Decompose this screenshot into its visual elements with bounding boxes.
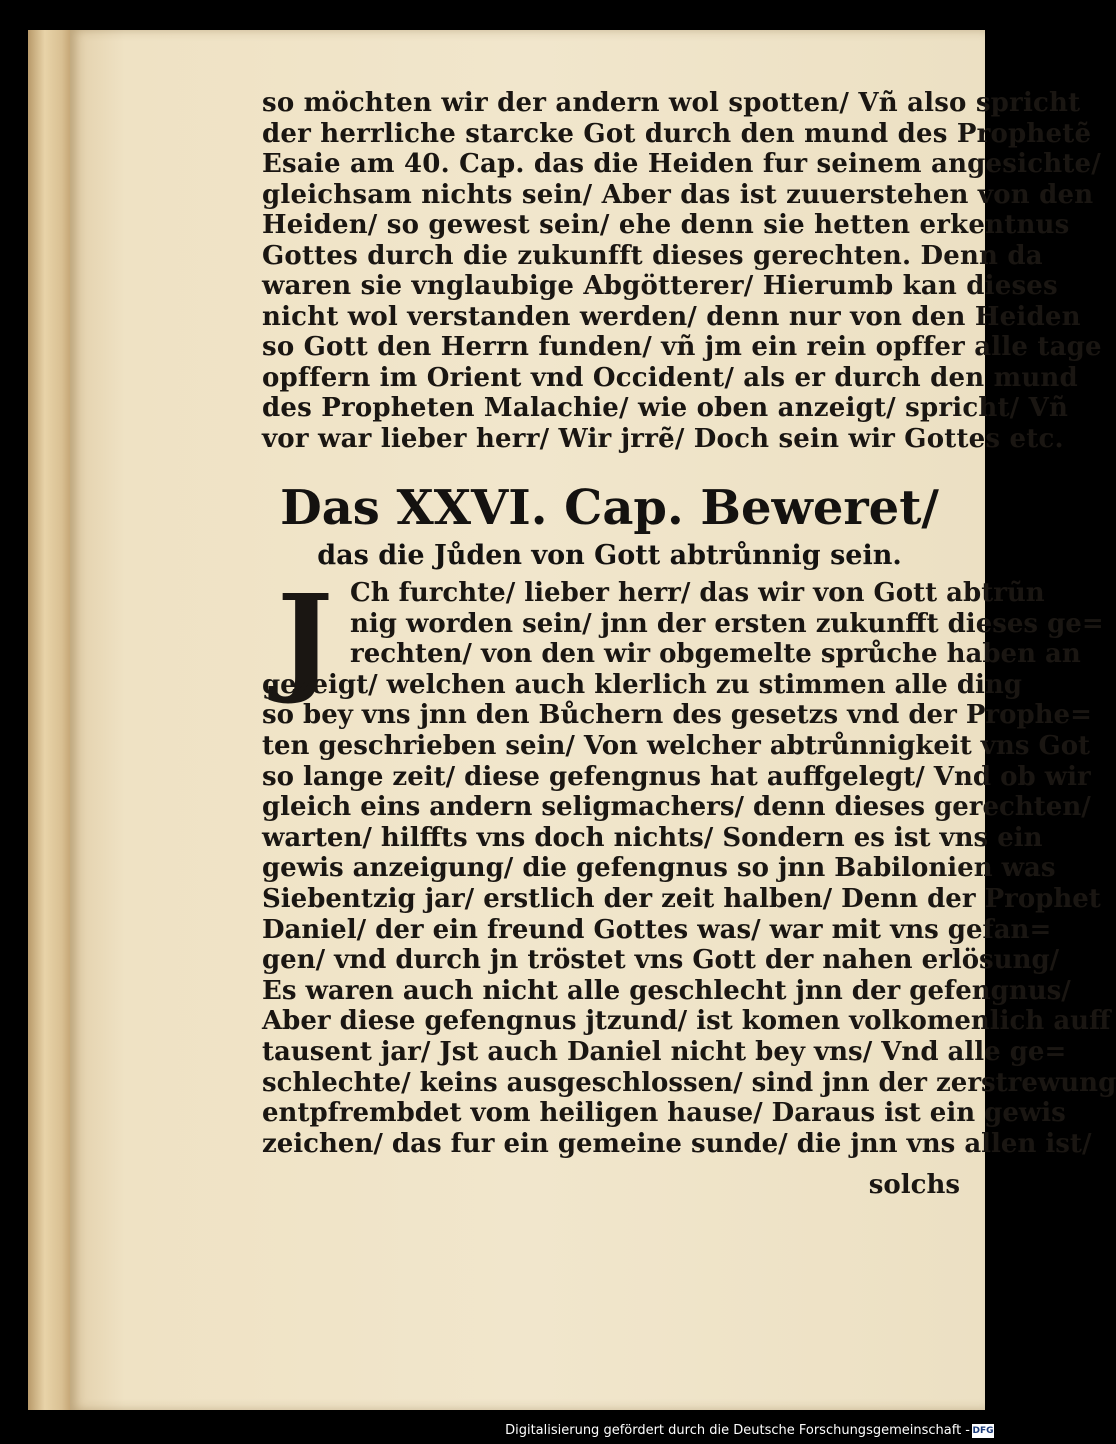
text-line: Daniel/ der ein freund Gottes was/ war mit vns gefan=	[262, 914, 1052, 945]
catchword: solchs	[868, 1170, 960, 1200]
text-line: Siebentzig jar/ erstlich der zeit halben/ Denn der Prophet	[262, 883, 1101, 914]
text-line: Esaie am 40. Cap. das die Heiden fur seinem angesichte/	[262, 149, 1101, 179]
text-line: nicht wol verstanden werden/ denn nur von den Heiden	[262, 301, 1081, 332]
text-line: waren sie vnglaubige Abgötterer/ Hierumb kan dieses	[262, 271, 1058, 301]
text-line: so Gott den Herrn funden/ vñ jm ein rein opffer alle tage	[262, 332, 1102, 362]
text-line: gen/ vnd durch jn tröstet vns Gott der nahen erlösung/	[262, 945, 1060, 976]
footer-credit: Digitalisierung gefördert durch die Deutsche Forschungsgemeinschaft -	[505, 1423, 970, 1438]
text-line: des Propheten Malachie/ wie oben anzeigt/ spricht/ Vñ	[262, 393, 1069, 423]
chapter-subtitle: das die Jůden von Gott abtrůnnig sein.	[317, 540, 902, 571]
text-line: schlechte/ keins ausgeschlossen/ sind jnn der zerstrewung	[262, 1067, 1116, 1098]
text-line: so bey vns jnn den Bůchern des gesetzs vnd der Prophe=	[262, 700, 1092, 731]
text-line: zeichen/ das fur ein gemeine sunde/ die jnn vns allen ist/	[262, 1128, 1092, 1159]
book-page-edges	[28, 30, 70, 1410]
text-line: gewis anzeigung/ die gefengnus so jnn Babilonien was	[262, 853, 1056, 884]
text-line: Gottes durch die zukunfft dieses gerechten. Denn da	[262, 240, 1043, 271]
dfg-logo: DFG	[972, 1426, 994, 1436]
chapter-heading	[262, 478, 957, 574]
chapter-title: Das XXVI. Cap. Beweret/	[280, 480, 939, 536]
text-line: so lange zeit/ diese gefengnus hat auffgelegt/ Vnd ob wir	[262, 761, 1091, 792]
text-line: tausent jar/ Jst auch Daniel nicht bey vns/ Vnd alle ge=	[262, 1036, 1067, 1067]
text-line: warten/ hilffts vns doch nichts/ Sondern es ist vns ein	[262, 822, 1043, 853]
text-line: gezeigt/ welchen auch klerlich zu stimmen alle ding	[262, 669, 1022, 700]
text-line: so möchten wir der andern wol spotten/ Vñ also spricht	[262, 88, 1081, 118]
text-line: Heiden/ so gewest sein/ ehe denn sie hetten erkentnus	[262, 210, 1070, 240]
text-line: Es waren auch nicht alle geschlecht jnn der gefengnus/	[262, 975, 1071, 1006]
text-line: Ch furchte/ lieber herr/ das wir von Gott abtrũn	[350, 578, 1045, 608]
text-line: opffern im Orient vnd Occident/ als er durch den mund	[262, 362, 1078, 393]
text-line: Aber diese gefengnus jtzund/ ist komen volkomenlich auff	[262, 1006, 1111, 1037]
decorated-initial: J	[277, 568, 333, 707]
text-line: gleich eins andern seligmachers/ denn dieses gerechten/	[262, 792, 1091, 823]
text-line: rechten/ von den wir obgemelte sprůche haben an	[350, 639, 1081, 670]
text-line: nig worden sein/ jnn der ersten zukunfft dieses ge=	[350, 608, 1104, 639]
text-line: ten geschrieben sein/ Von welcher abtrůnnigkeit vns Got	[262, 730, 1091, 761]
text-line: vor war lieber herr/ Wir jrrẽ/ Doch sein wir Gottes etc.	[262, 423, 1064, 454]
text-line: gleichsam nichts sein/ Aber das ist zuuerstehen von den	[262, 179, 1094, 210]
text-line: entpfrembdet vom heiligen hause/ Daraus ist ein gewis	[262, 1098, 1066, 1129]
upper-text-block	[262, 88, 1102, 454]
text-line: der herrliche starcke Got durch den mund des Prophetẽ	[262, 118, 1092, 149]
lower-text-block	[262, 568, 1116, 1159]
